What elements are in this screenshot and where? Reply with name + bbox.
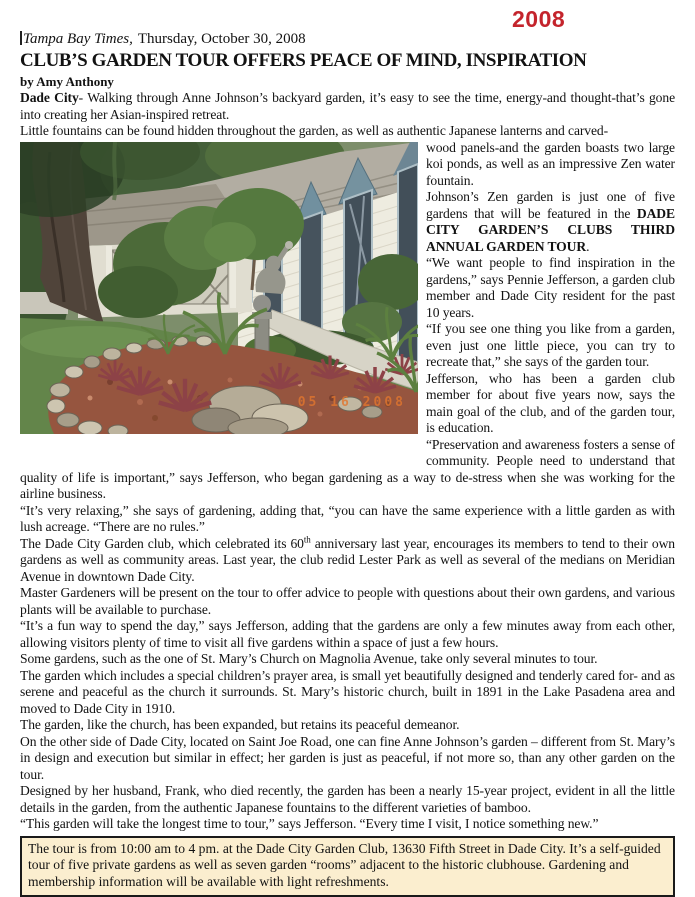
garden-photo — [20, 142, 418, 434]
article-body — [20, 90, 675, 833]
tour-info-text: The tour is from 10:00 am to 4 pm. at the Dade City Garden Club, 13630 Fifth Street in Dade City. It’s a self-guided tour of five private gardens as well as seven garden “rooms” adjacent to the historic clubhouse. Gardening and membership information will be available with light refreshments. — [28, 840, 661, 889]
byline: by Amy Anthony — [20, 74, 114, 89]
headline: CLUB’S GARDEN TOUR OFFERS PEACE OF MIND, INSPIRATION — [20, 50, 587, 71]
tour-name-bold: DADE CITY GARDEN’S CLUBS THIRD ANNUAL GARDEN TOUR — [426, 205, 675, 254]
photo-datestamp: 05 16 2008 — [297, 395, 406, 410]
paragraph-text: The Dade City Garden club, which celebrated its 60 — [20, 535, 304, 551]
article-paragraph: wood panels-and the garden boasts two large koi ponds, as well as an impressive Zen water fountain. — [426, 139, 675, 188]
article-paragraph: “It’s very relaxing,” she says of gardening, adding that, “you can have the same experience with a little garden as with lush acreage. “There are no rules.” — [20, 502, 675, 534]
garden-photo-illustration — [20, 142, 418, 434]
article-paragraph: Jefferson, who has been a garden club member for about five years now, says the main goal of the club, and of the garden tour, is education. — [426, 370, 675, 435]
article-paragraph: On the other side of Dade City, located on Saint Joe Road, one can fine Anne Johnson’s garden – different from St. Mary’s in design and execution but similar in effect; her garden is just as peaceful, if not more so, than any other garden on the tour. — [20, 733, 675, 782]
article-paragraph: “This garden will take the longest time to tour,” says Jefferson. “Every time I visit, I notice something new.” — [20, 816, 599, 831]
article-paragraph: “It’s a fun way to spend the day,” says Jefferson, adding that the gardens are only a few minutes away from each other, allowing visitors plenty of time to visit all five gardens within a space of just a few hours. — [20, 618, 675, 650]
dateline: Dade City — [20, 90, 79, 105]
article-paragraph — [20, 533, 675, 586]
article-paragraph: Some gardens, such as the one of St. Mary’s Church on Magnolia Avenue, take only several minutes to tour. — [20, 651, 598, 666]
scan-artifact-bar — [20, 31, 22, 45]
year-stamp: 2008 — [512, 6, 566, 32]
article-paragraph: Designed by her husband, Frank, who died recently, the garden has been a nearly 15-year project, evident in all the little details in the garden, from the authentic Japanese fountains to the different varieties of bamboo. — [20, 783, 675, 815]
paragraph-text: . — [586, 238, 590, 254]
article-paragraph: “If you see one thing you like from a garden, even just one little piece, you can try to recreate that,” she says of the garden tour. — [426, 321, 675, 369]
masthead — [20, 31, 675, 48]
article-paragraph: Little fountains can be found hidden throughout the garden, as well as authentic Japanese lanterns and carved- — [20, 123, 609, 138]
ordinal-superscript: th — [303, 533, 311, 544]
article-paragraph: Master Gardeners will be present on the tour to offer advice to people with questions about their own gardens, and various plants will be available to purchase. — [20, 585, 675, 617]
paragraph-text: - Walking through Anne Johnson’s backyard garden, it’s easy to see the time, energy-and thought-that’s gone into creating her Asian-inspired retreat. — [20, 90, 676, 122]
issue-date: Thursday, October 30, 2008 — [137, 31, 306, 47]
article-paragraph: The garden which includes a special children’s prayer area, is small yet beautifully designed and tenderly cared for- and as serene and peaceful as the church it surrounds. St. Mary’s historic church, built in 1891 in the Lake Pasadena area and moved to Dade City in 1910. — [20, 667, 675, 716]
tour-info-box — [20, 836, 675, 897]
article-paragraph: “Preservation and awareness fosters a sense of community. People need to understand that quality of life is important,” says Jefferson, who began gardening as a way to de-stress when she was working for the airline business. — [20, 436, 675, 501]
paragraph-text: Johnson’s Zen garden is just one of five gardens that will be featured in the — [426, 189, 675, 221]
article-paragraph: The garden, like the church, has been expanded, but retains its peaceful demeanor. — [20, 717, 460, 732]
lead-paragraph — [20, 90, 675, 123]
paragraph-text: anniversary last year, encourages its members to tend to their own gardens as well as community areas. Last year, the club redid Lester Park as well as several of the medians on Meridian Avenue in downtown Dade City. — [20, 535, 675, 584]
article-paragraph: “We want people to find inspiration in the gardens,” says Pennie Jefferson, a garden club member and Dade City resident for the past 10 years. — [426, 255, 675, 320]
newspaper-name: Tampa Bay Times, — [23, 31, 133, 47]
